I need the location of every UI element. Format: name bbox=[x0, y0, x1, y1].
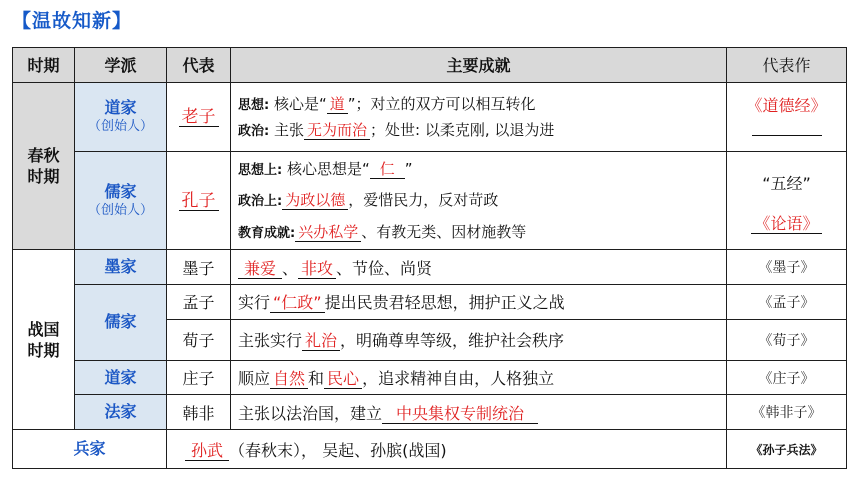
work-title: 《道德经》 bbox=[746, 96, 827, 116]
header-rep: 代表 bbox=[167, 48, 231, 83]
row-ws-mencius bbox=[13, 285, 847, 320]
school-mojia bbox=[75, 250, 167, 285]
work-daodejing bbox=[727, 82, 847, 151]
period-label-top: 春秋 bbox=[27, 146, 60, 166]
main-bingjia bbox=[167, 430, 727, 469]
section-title: 【温故知新】 bbox=[12, 10, 133, 32]
text: （春秋末）， 吴起、孙膑(战国) bbox=[229, 440, 447, 460]
text: 核心思想是“ bbox=[282, 159, 370, 178]
label-thought: 思想: bbox=[238, 97, 270, 113]
fill-lizhi: 礼治 bbox=[302, 332, 340, 351]
label-politics: 政治: bbox=[238, 123, 270, 139]
school-daojia bbox=[75, 82, 167, 151]
text: 提出民贵君轻思想，拥护正义之战 bbox=[324, 293, 565, 313]
fill-ren: 仁 bbox=[370, 160, 405, 179]
fill-weizheng: 为政以德 bbox=[282, 191, 348, 210]
school-name: 道家 bbox=[104, 98, 137, 118]
rep-fill: 孔子 bbox=[179, 192, 219, 211]
main-hanfei bbox=[231, 395, 727, 430]
work-lunyu: 《论语》 bbox=[751, 215, 821, 234]
fill-dao: 道 bbox=[327, 95, 348, 114]
main-mojia bbox=[231, 250, 727, 285]
rep-fill: 老子 bbox=[179, 108, 219, 127]
school-rujia-ws bbox=[75, 285, 167, 361]
school-name: 墨家 bbox=[104, 257, 137, 277]
fill-sixue: 兴办私学 bbox=[295, 223, 361, 242]
work-xunzi: 《荀子》 bbox=[727, 319, 847, 360]
main-zhuangzi bbox=[231, 360, 727, 395]
fill-ziran: 自然 bbox=[270, 370, 308, 389]
fill-zhongyang: 中央集权专制统治 bbox=[382, 405, 538, 424]
text: 、有教无类、因材施教等 bbox=[361, 222, 527, 241]
text: 主张实行 bbox=[238, 331, 303, 351]
school-name: 兵家 bbox=[73, 439, 106, 459]
rep-laozi bbox=[167, 82, 231, 151]
header-school: 学派 bbox=[75, 48, 167, 83]
text: 实行 bbox=[238, 293, 271, 313]
fill-wuwei: 无为而治 bbox=[304, 121, 370, 140]
work-mengzi: 《孟子》 bbox=[727, 285, 847, 320]
period-spring-autumn bbox=[13, 82, 75, 250]
row-sa-rujia bbox=[13, 152, 847, 250]
label-thought: 思想上: bbox=[238, 162, 283, 178]
text: 核心是“ bbox=[269, 94, 327, 113]
text: ” bbox=[404, 159, 413, 178]
work-rujia bbox=[727, 152, 847, 250]
text: 、节俭、尚贤 bbox=[336, 258, 433, 278]
main-xunzi bbox=[231, 319, 727, 360]
school-daojia-ws bbox=[75, 360, 167, 395]
school-name: 法家 bbox=[104, 402, 137, 422]
work-sunzi: 《孙子兵法》 bbox=[727, 430, 847, 469]
period-warring-states bbox=[13, 250, 75, 430]
text: 顺应 bbox=[238, 369, 271, 388]
row-sa-daojia bbox=[13, 82, 847, 151]
header-main: 主要成就 bbox=[231, 48, 727, 83]
text: ；处世: 以柔克刚, 以退为进 bbox=[370, 120, 555, 139]
work-mozi: 《墨子》 bbox=[727, 250, 847, 285]
school-name: 儒家 bbox=[104, 312, 137, 332]
philosophy-schools-table bbox=[12, 47, 847, 469]
school-fajia bbox=[75, 395, 167, 430]
period-label-bottom: 时期 bbox=[27, 340, 60, 360]
work-hanfeizi: 《韩非子》 bbox=[727, 395, 847, 430]
work-wujing: “五经” bbox=[762, 174, 811, 194]
text: ，明确尊卑等级，维护社会秩序 bbox=[340, 331, 565, 351]
rep-mozi: 墨子 bbox=[167, 250, 231, 285]
school-sub: （创始人） bbox=[87, 203, 153, 219]
fill-feigong: 非攻 bbox=[298, 260, 336, 279]
text: 主张以法治国，建立 bbox=[238, 403, 383, 423]
school-sub: （创始人） bbox=[87, 119, 153, 135]
text: ，追求精神自由，人格独立 bbox=[362, 369, 555, 388]
header-period: 时期 bbox=[13, 48, 75, 83]
label-politics: 政治上: bbox=[238, 193, 283, 209]
fill-sunwu: 孙武 bbox=[185, 442, 229, 461]
rep-kongzi bbox=[167, 152, 231, 250]
rep-xunzi: 荀子 bbox=[167, 319, 231, 360]
school-name: 道家 bbox=[104, 367, 137, 387]
rep-zhuangzi: 庄子 bbox=[167, 360, 231, 395]
rep-mengzi: 孟子 bbox=[167, 285, 231, 320]
work-zhuangzi: 《庄子》 bbox=[727, 360, 847, 395]
header-row bbox=[13, 48, 847, 83]
row-bingjia bbox=[13, 430, 847, 469]
row-ws-fajia bbox=[13, 395, 847, 430]
school-name: 儒家 bbox=[104, 182, 137, 202]
text: ”；对立的双方可以相互转化 bbox=[347, 94, 536, 113]
school-bingjia bbox=[13, 430, 167, 469]
header-work: 代表作 bbox=[727, 48, 847, 83]
fill-minxin: 民心 bbox=[324, 370, 362, 389]
fill-renzheng: “仁政” bbox=[270, 294, 325, 313]
answer-underline bbox=[752, 134, 822, 136]
text: 、 bbox=[282, 258, 299, 278]
main-daojia bbox=[231, 82, 727, 151]
row-ws-daojia bbox=[13, 360, 847, 395]
fill-jianai: 兼爱 bbox=[238, 260, 282, 279]
school-rujia bbox=[75, 152, 167, 250]
text: 和 bbox=[308, 369, 325, 388]
main-rujia bbox=[231, 152, 727, 250]
main-mencius bbox=[231, 285, 727, 320]
period-label-top: 战国 bbox=[27, 319, 60, 339]
period-label-bottom: 时期 bbox=[27, 167, 60, 187]
label-education: 教育成就: bbox=[238, 225, 296, 241]
row-ws-mojia bbox=[13, 250, 847, 285]
rep-hanfei: 韩非 bbox=[167, 395, 231, 430]
text: ，爱惜民力，反对苛政 bbox=[348, 190, 499, 209]
text: 主张 bbox=[269, 120, 304, 139]
